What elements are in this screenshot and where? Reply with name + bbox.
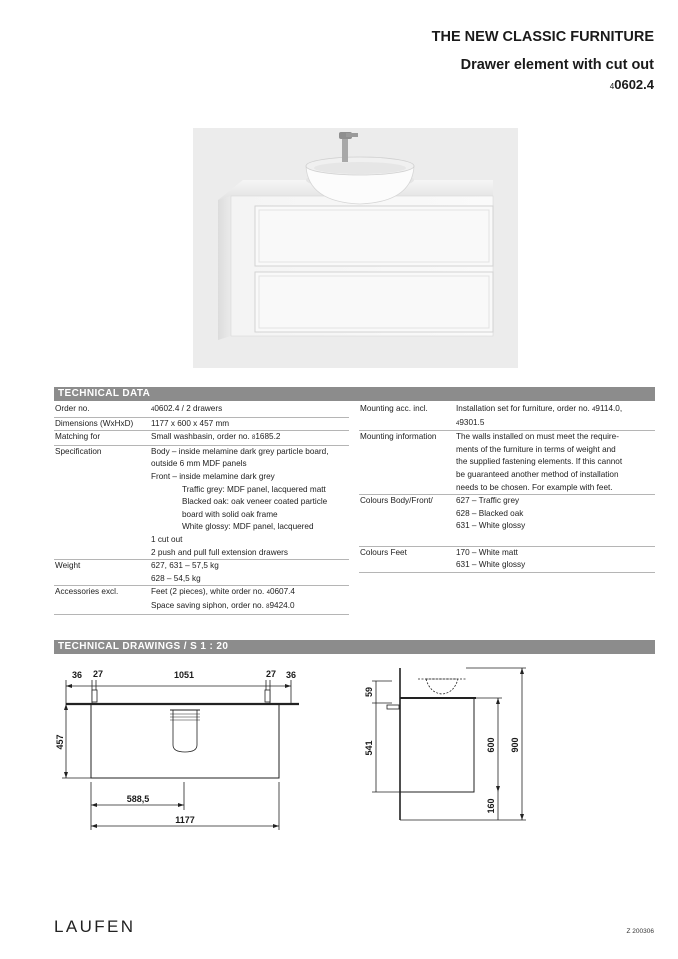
document-number: Z 200306 [626, 928, 654, 935]
row-value: 627, 631 – 57,5 kg 628 – 54,5 kg [151, 560, 349, 586]
row-label: Accessories excl. [54, 586, 151, 614]
dim-1051: 1051 [173, 670, 195, 680]
dim-900: 900 [510, 737, 520, 753]
table-row [54, 586, 349, 614]
dim-588-5: 588,5 [126, 794, 150, 804]
table-row [54, 431, 349, 446]
row-label: Mounting acc. incl. [359, 403, 456, 431]
row-value: 1177 x 600 x 457 mm [151, 417, 349, 431]
code-main: 0602.4 [614, 77, 654, 92]
table-row [359, 495, 655, 546]
dim-36-left: 36 [72, 670, 83, 680]
row-value: 40602.4 / 2 drawers [151, 403, 349, 417]
row-value: The walls installed on must meet the require- ments of the furniture in terms of weight and the supplied fastening elements. If this cannot be guaranteed another method of installation needs to be chosen. For example with feet. [456, 431, 655, 495]
dim-160: 160 [486, 798, 496, 814]
row-label: Order no. [54, 403, 151, 417]
table-row [359, 431, 655, 495]
brand-logo: LAUFEN [54, 917, 136, 936]
row-value: 170 – White matt 631 – White glossy [456, 546, 655, 572]
dim-457: 457 [55, 734, 65, 750]
row-value: 627 – Traffic grey 628 – Blacked oak 631 – White glossy [456, 495, 655, 546]
row-label: Colours Body/Front/ [359, 495, 456, 546]
dim-1177: 1177 [175, 815, 195, 825]
table-row [54, 417, 349, 431]
product-photo [193, 128, 518, 368]
table-row [359, 403, 655, 431]
row-value: Feet (2 pieces), white order no. 40607.4 Space saving siphon, order no. 89424.0 [151, 586, 349, 614]
row-label: Dimensions (WxHxD) [54, 417, 151, 431]
vanity-unit-illustration [193, 128, 518, 368]
row-label: Weight [54, 560, 151, 586]
technical-data-heading: TECHNICAL DATA [54, 387, 655, 401]
technical-drawings-heading: TECHNICAL DRAWINGS / S 1 : 20 [54, 640, 655, 654]
dim-600: 600 [486, 737, 496, 753]
table-row [54, 560, 349, 586]
technical-drawings [0, 660, 678, 840]
row-value: Small washbasin, order no. 81685.2 [151, 431, 349, 446]
dim-36-right: 36 [286, 670, 297, 680]
row-value: Body – inside melamine dark grey particle board, outside 6 mm MDF panels Front – inside melamine dark grey Traffic grey: MDF panel, lacquered matt Blacked oak: oak veneer coated particle board with solid oak frame White glossy: MDF panel, lacquered 1 cut out 2 push and pull full extension drawers [151, 445, 349, 559]
dim-541: 541 [364, 740, 374, 756]
dim-59: 59 [364, 686, 374, 698]
document-title: THE NEW CLASSIC FURNITURE [431, 29, 654, 45]
product-code [610, 77, 654, 92]
row-label: Colours Feet [359, 546, 456, 572]
table-row [54, 403, 349, 417]
dim-27-right: 27 [266, 669, 277, 679]
technical-data-left-table [54, 403, 349, 615]
dim-27-left: 27 [93, 669, 104, 679]
product-name: Drawer element with cut out [460, 57, 654, 73]
table-row [359, 546, 655, 572]
row-value: Installation set for furniture, order no. 49114.0, 49301.5 [456, 403, 655, 431]
row-label: Matching for [54, 431, 151, 446]
row-label: Specification [54, 445, 151, 559]
table-row [54, 445, 349, 559]
technical-data-right-table [359, 403, 655, 573]
row-label: Mounting information [359, 431, 456, 495]
code-prefix: 4 [609, 82, 615, 91]
